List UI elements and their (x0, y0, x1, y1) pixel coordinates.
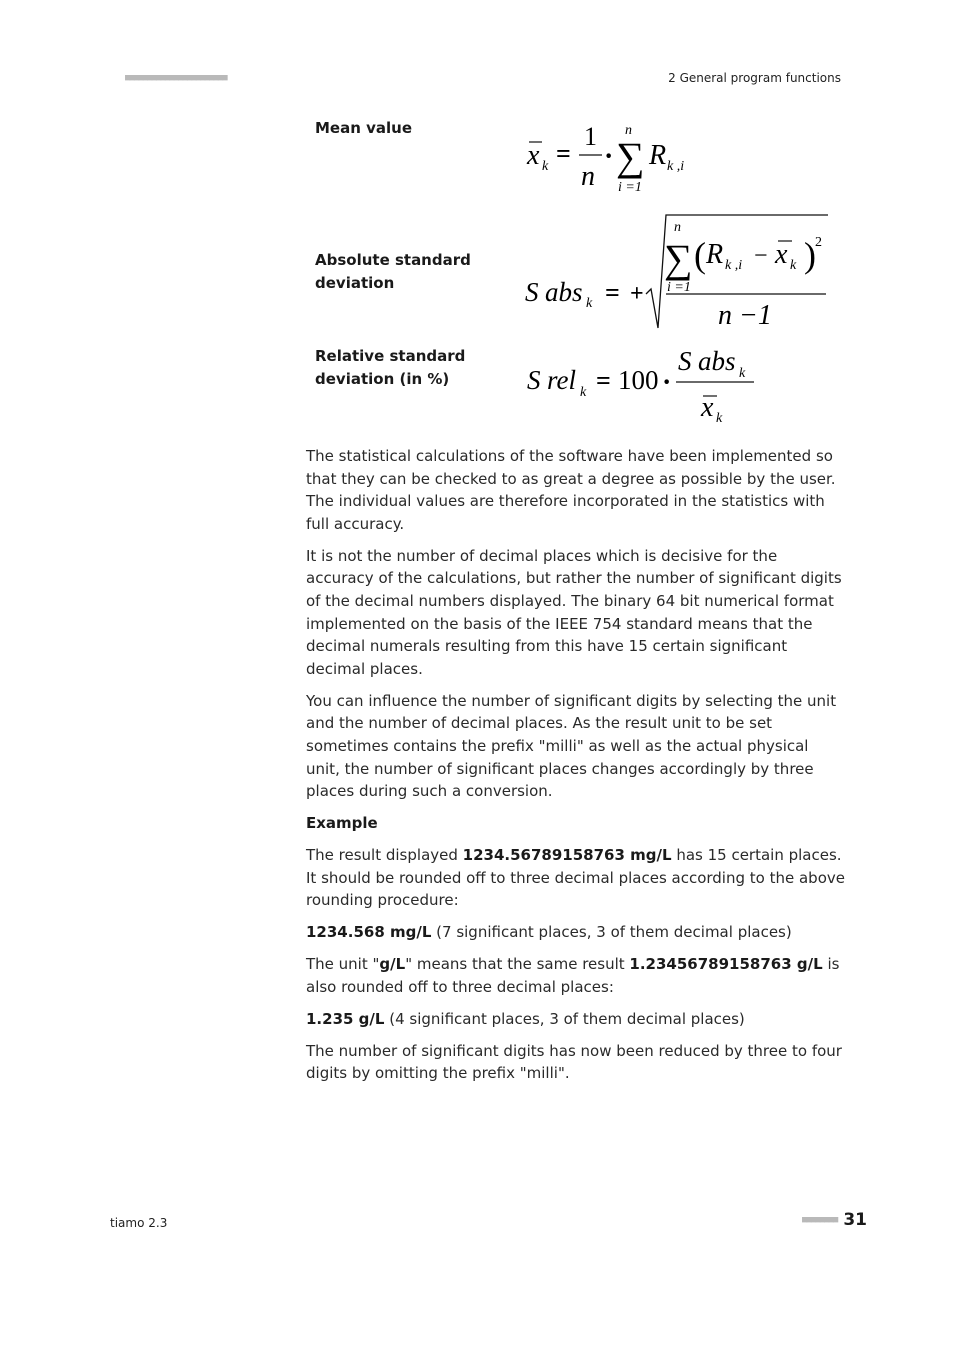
footer-product: tiamo 2.3 (110, 1216, 168, 1230)
body-text (306, 445, 846, 1094)
paragraph-8: The number of significant digits has now been reduced by three to four digits by omitting the prefix "milli". (306, 1041, 842, 1083)
rel-den-x: x (701, 392, 714, 423)
abs-exponent: 2 (815, 235, 822, 250)
abs-minus: − (754, 243, 768, 269)
footer-page-block (802, 1210, 867, 1230)
rel-num-abs: abs (698, 346, 736, 376)
mean-k-sub: k (542, 159, 549, 174)
rel-hundred: 100 (618, 365, 659, 395)
abs-equals: = (605, 278, 620, 307)
paragraph-6: The unit "g/L" means that the same result 1.23456789158763 g/L is also rounded off to three decimal places: (306, 955, 840, 996)
paragraph-3: You can influence the number of significant digits by selecting the unit and the number of decimal places. As the result unit to be set sometimes contains the prefix "milli" as well as the actual physical unit, the number of significant places changes accordingly by three places during such a conversion. (306, 691, 837, 801)
abs-abs: abs (545, 277, 583, 307)
value-mg-full: 1234.56789158763 mg/L (462, 846, 672, 865)
mean-numerator: 1 (584, 122, 597, 151)
mean-R-sub: k ,i (667, 159, 685, 174)
abs-x-sub: k (790, 258, 797, 273)
rel-equals: = (596, 366, 611, 395)
value-g-full: 1.23456789158763 g/L (629, 955, 823, 974)
rel-num-k-sub: k (739, 366, 746, 381)
abs-R-sub: k ,i (725, 258, 743, 273)
paragraph-1: The statistical calculations of the software have been implemented so that they can be checked to as great a degree as possible by the user. The individual values are therefore incorporated in the statistics with full accuracy. (306, 447, 836, 533)
paragraph-4: The result displayed 1234.56789158763 mg/L has 15 certain places. It should be rounded off to three decimal places according to the above rounding procedure: (306, 846, 845, 910)
mean-sum-upper: n (625, 123, 632, 138)
formula-mean-value (522, 115, 712, 200)
paragraph-2: It is not the number of decimal places which is decisive for the accuracy of the calculations, but rather the number of significant digits of the decimal numbers displayed. The binary 64 bit numerical format implemented on the basis of the IEEE 754 standard means that the decimal numerals resulting from this have 15 certain significant decimal places. (306, 546, 842, 678)
mean-x: x (527, 140, 540, 171)
rel-S: S (527, 365, 541, 395)
mean-sum-lower: i =1 (618, 180, 642, 195)
rel-dot: · (662, 367, 672, 398)
abs-lparen: ( (694, 235, 706, 275)
mean-denominator: n (581, 161, 595, 192)
abs-k-sub: k (586, 296, 593, 311)
abs-rparen: ) (804, 235, 816, 275)
abs-plus: + (630, 281, 644, 307)
rel-rel: rel (547, 365, 576, 395)
formula-relative-std-deviation (522, 340, 762, 430)
page-number: 31 (843, 1210, 867, 1230)
rel-k-sub: k (580, 385, 587, 400)
rel-den-k-sub: k (716, 411, 723, 426)
formula-absolute-std-deviation (522, 210, 832, 335)
mean-dot: · (604, 141, 614, 172)
abs-sum-lower: i =1 (667, 280, 691, 295)
term-mean-value: Mean value (315, 119, 413, 137)
footer-marker: ■■■■■■■■ (801, 1215, 838, 1225)
value-mg-rounded: 1234.568 mg/L (306, 923, 432, 942)
abs-R: R (706, 239, 724, 270)
term-absolute-standard-deviation: Absolute standard deviation (315, 251, 471, 292)
rel-num-S: S (678, 346, 692, 376)
unit-gL: g/L (379, 955, 406, 974)
mean-sigma: ∑ (616, 134, 645, 179)
paragraph-7: 1.235 g/L (4 significant places, 3 of them decimal places) (306, 1009, 745, 1028)
abs-denominator: n −1 (718, 300, 772, 331)
value-g-rounded: 1.235 g/L (306, 1009, 385, 1028)
paragraph-5: 1234.568 mg/L (7 significant places, 3 of them decimal places) (306, 923, 792, 942)
abs-sigma: ∑ (664, 236, 693, 281)
mean-equals: = (556, 139, 571, 168)
example-heading: Example (306, 814, 378, 833)
abs-S: S (525, 277, 539, 307)
abs-sum-upper: n (674, 220, 681, 235)
running-header: 2 General program functions (668, 71, 841, 85)
abs-x: x (775, 239, 788, 270)
mean-R: R (649, 140, 667, 171)
term-relative-standard-deviation: Relative standard deviation (in %) (315, 347, 466, 388)
header-marker: ■■■■■■■■■■■■■■■■■■■■■■■ (125, 73, 227, 83)
